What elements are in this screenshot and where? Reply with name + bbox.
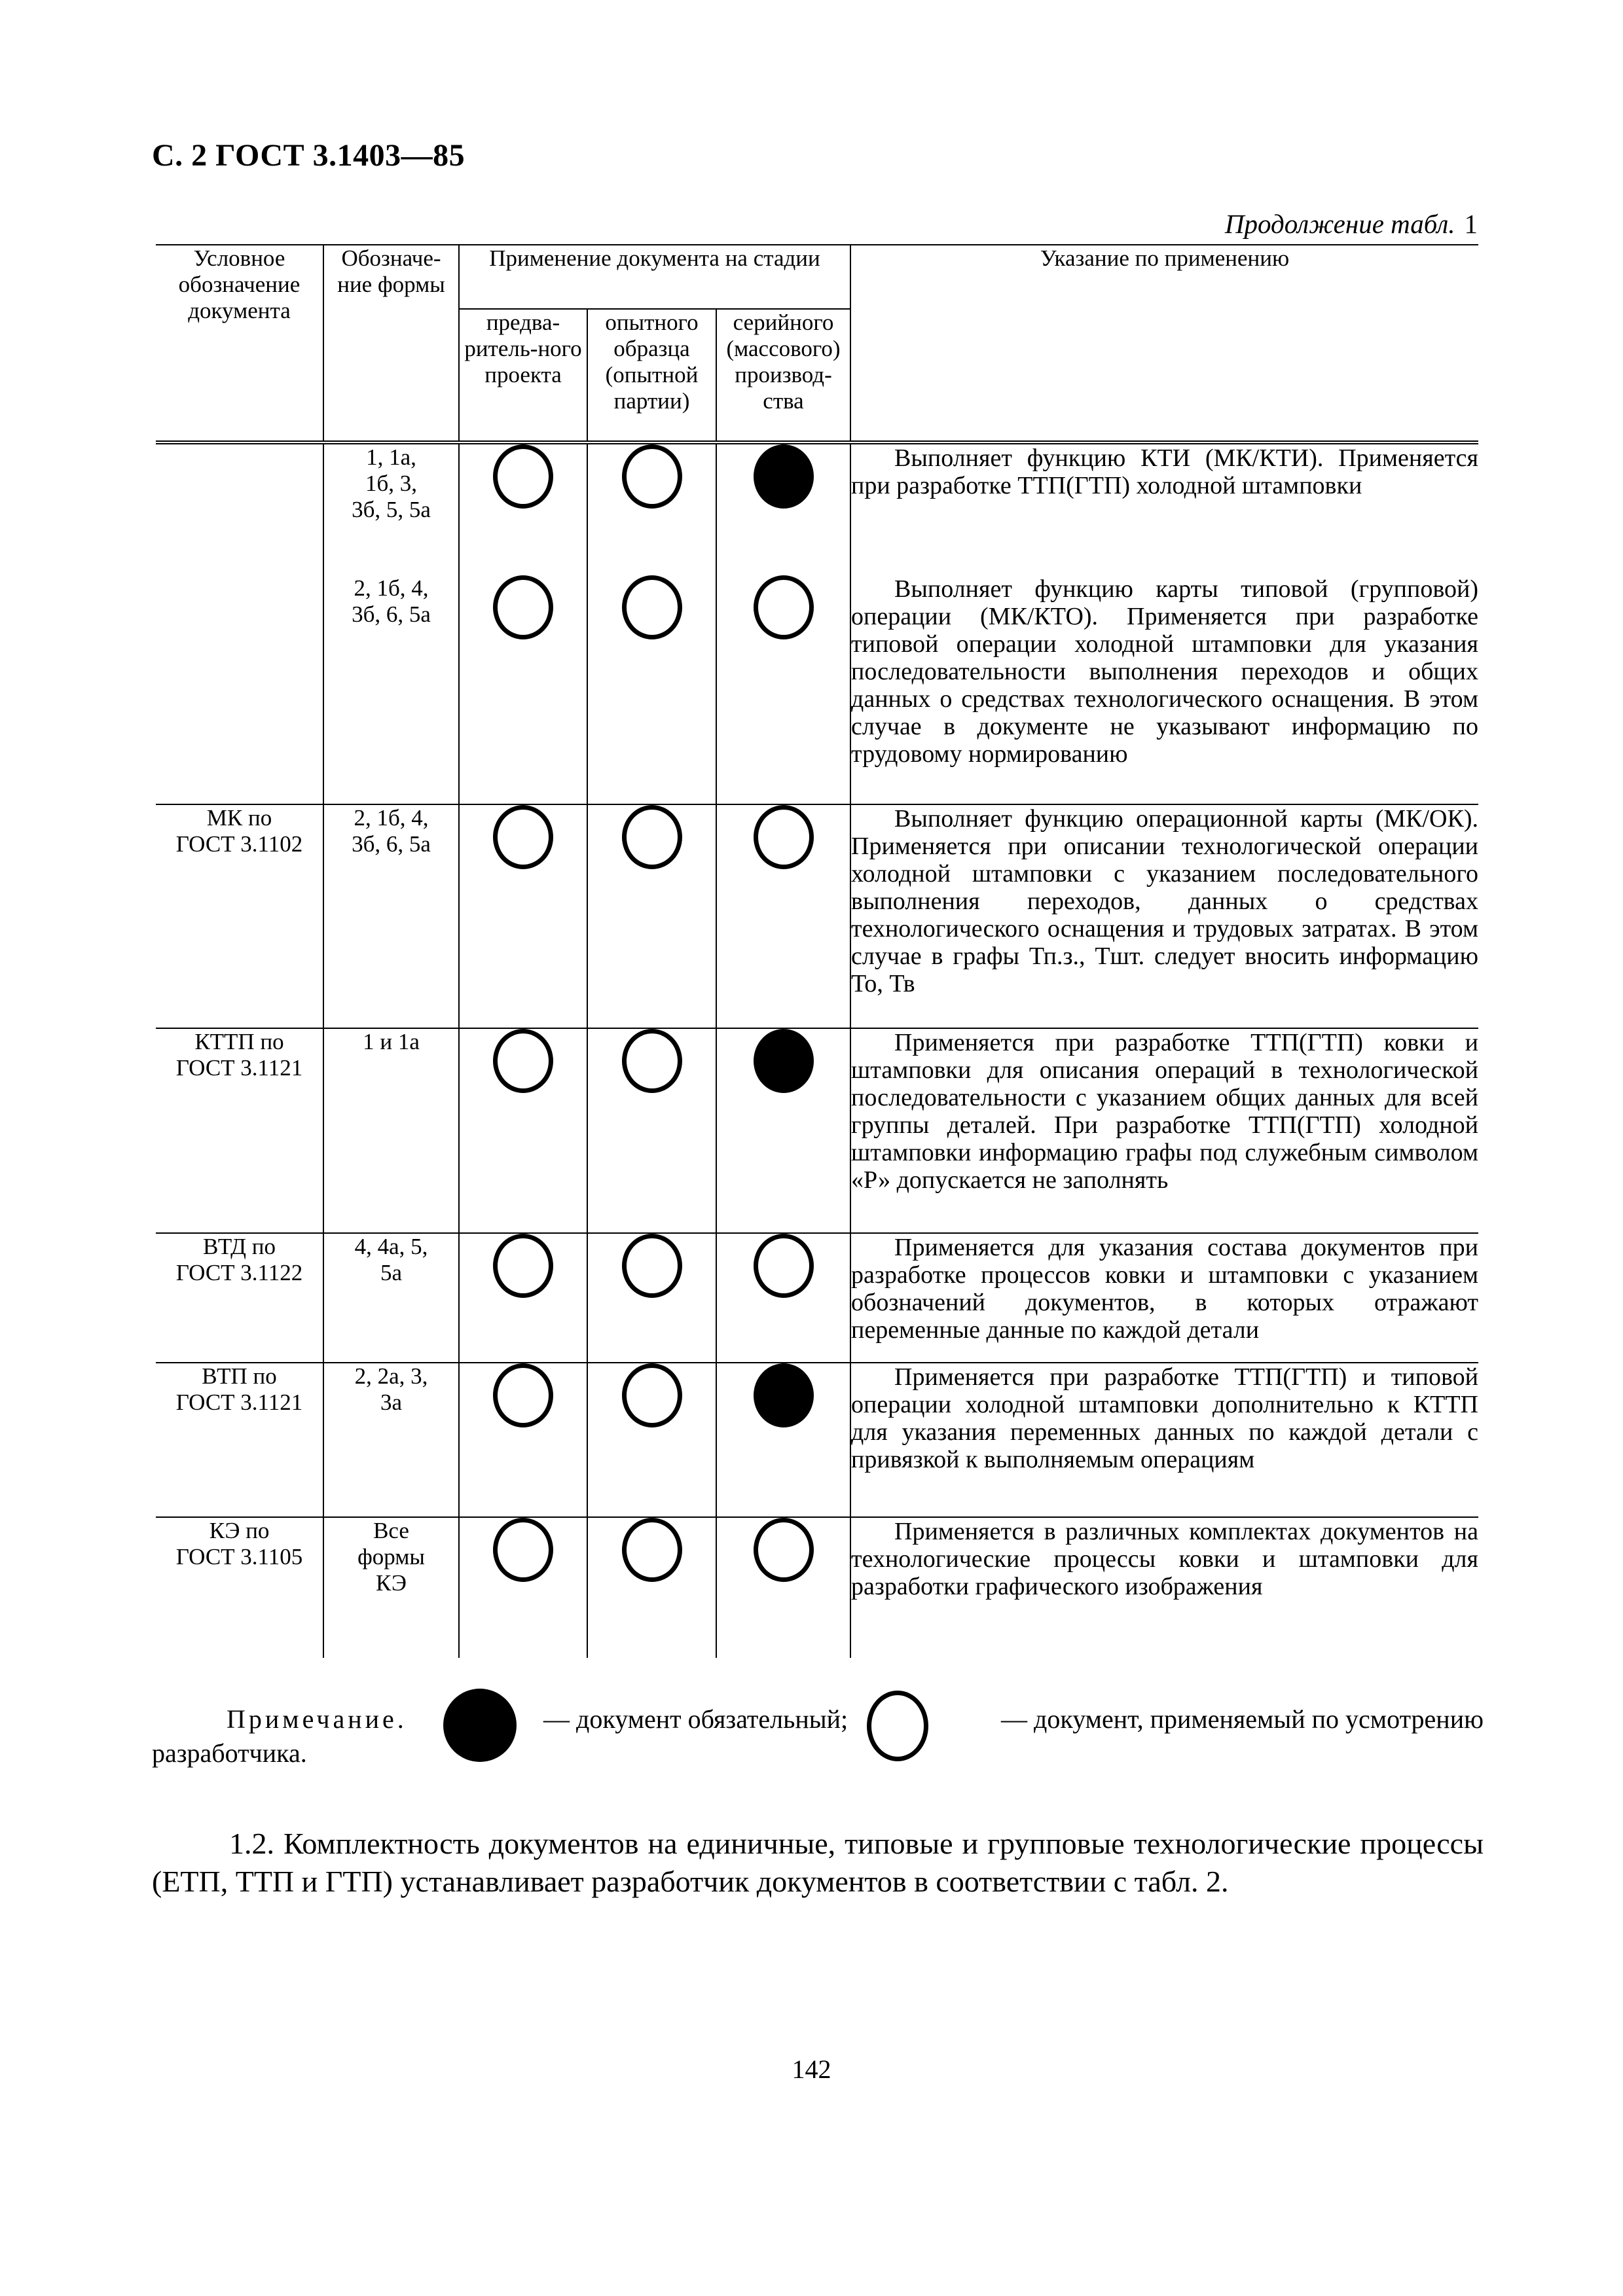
- optional-circle-icon: [622, 805, 682, 869]
- optional-legend-icon: [867, 1691, 928, 1761]
- form-line: 4, 4а, 5,: [354, 1234, 428, 1259]
- form-line: 3б, 5, 5а: [352, 497, 431, 522]
- cell-stage: [587, 1363, 716, 1517]
- cell-stage: [716, 1233, 850, 1363]
- optional-circle-icon: [493, 444, 553, 509]
- optional-circle-icon: [622, 1234, 682, 1298]
- cell-stage: [459, 804, 587, 1028]
- header-stage-group: Применение документа на стадии: [459, 245, 850, 309]
- mandatory-circle-icon: [754, 1363, 814, 1427]
- form-line: 2, 1б, 4,: [354, 805, 429, 831]
- optional-circle-icon: [493, 1029, 553, 1093]
- doc-line: ГОСТ 3.1122: [175, 1260, 303, 1285]
- form-line: 1, 1а,: [366, 444, 416, 470]
- cell-stage: [459, 1517, 587, 1658]
- table-row: [156, 1028, 1478, 1233]
- header-note: Указание по применению: [850, 245, 1478, 442]
- cell-form: [323, 804, 459, 1028]
- cell-form: [323, 1517, 459, 1658]
- doc-line: ВТД по: [203, 1234, 276, 1259]
- doc-line: МК по: [206, 805, 272, 831]
- optional-circle-icon: [754, 1518, 814, 1582]
- form-line: 2, 2а, 3,: [354, 1363, 428, 1389]
- cell-form: [323, 575, 459, 804]
- cell-stage: [716, 804, 850, 1028]
- optional-circle-icon: [493, 1518, 553, 1582]
- remark-tail: разработчика.: [152, 1738, 307, 1768]
- doc-line: ВТП по: [202, 1363, 277, 1389]
- optional-circle-icon: [622, 575, 682, 639]
- cell-note: Выполняет функцию карты типовой (групповой) операции (МК/КТО). Применяется при разработке типовой операции холодной штамповки для указания последовательности выполнения переходов и общих данных о средствах технологического оснащения. В этом случае в документе не указывают информацию по трудовому нормированию: [850, 575, 1478, 804]
- mandatory-circle-icon: [754, 1029, 814, 1093]
- cell-form: [323, 1233, 459, 1363]
- optional-circle-icon: [754, 805, 814, 869]
- mandatory-legend-icon: [443, 1689, 517, 1762]
- cell-note: Выполняет функцию КТИ (МК/КТИ). Применяется при разработке ТТП(ГТП) холодной штамповки: [850, 442, 1478, 575]
- remark-mandatory: — документ обязательный;: [543, 1704, 848, 1734]
- optional-circle-icon: [622, 1518, 682, 1582]
- doc-line: КТТП по: [194, 1029, 284, 1054]
- cell-stage: [587, 1517, 716, 1658]
- cell-note: Применяется при разработке ТТП(ГТП) ковки и штамповки для описания операций в технологической последовательности с указанием общих данных для всей группы деталей. При разработке ТТП(ГТП) холодной штамповки информацию графы под служебным символом «Р» допускается не заполнять: [850, 1028, 1478, 1233]
- doc-line: ГОСТ 3.1105: [175, 1544, 303, 1570]
- optional-circle-icon: [493, 805, 553, 869]
- optional-circle-icon: [493, 1234, 553, 1298]
- cell-stage: [459, 1233, 587, 1363]
- cell-stage: [716, 1363, 850, 1517]
- cell-stage: [716, 1517, 850, 1658]
- form-line: 5а: [380, 1260, 403, 1285]
- cell-form: [323, 442, 459, 575]
- form-line: КЭ: [376, 1570, 407, 1596]
- cell-doc: [156, 442, 323, 575]
- document-application-table: [156, 244, 1478, 1658]
- form-line: 2, 1б, 4,: [354, 575, 429, 601]
- form-line: 3а: [380, 1390, 403, 1415]
- cell-stage: [459, 1028, 587, 1233]
- table-row: [156, 1517, 1478, 1658]
- cell-stage: [587, 442, 716, 575]
- header-stage-prototype: опытного образца (опытной партии): [587, 309, 716, 442]
- cell-doc: [156, 1363, 323, 1517]
- form-line: 3б, 6, 5а: [352, 601, 431, 627]
- optional-circle-icon: [493, 575, 553, 639]
- header-stage-serial: серийного (массового) производ-ства: [716, 309, 850, 442]
- optional-circle-icon: [754, 1234, 814, 1298]
- cell-stage: [587, 1233, 716, 1363]
- cell-note: Выполняет функцию операционной карты (МК/ОК). Применяется при описании технологической операции холодной штамповки с указанием последовательного выполнения переходов, данных о средствах технологического оснащения и трудовых затратах. В этом случае в графы Тп.з., Тшт. следует вносить информацию То, Тв: [850, 804, 1478, 1028]
- form-line: 1б, 3,: [365, 471, 418, 496]
- cell-doc: [156, 575, 323, 804]
- optional-circle-icon: [622, 444, 682, 509]
- form-line: формы: [357, 1544, 425, 1570]
- cell-stage: [587, 1028, 716, 1233]
- doc-line: КЭ по: [209, 1518, 270, 1543]
- cell-stage: [459, 442, 587, 575]
- cell-doc: [156, 1517, 323, 1658]
- table-row: [156, 442, 1478, 575]
- mandatory-circle-icon: [754, 444, 814, 509]
- form-line: 1 и 1а: [363, 1029, 420, 1054]
- remark-optional: — документ, применяемый по усмотрению: [1000, 1704, 1484, 1734]
- table-row: [156, 804, 1478, 1028]
- header-doc: Условное обозначение документа: [156, 245, 323, 442]
- page-header: С. 2 ГОСТ 3.1403—85: [152, 138, 465, 173]
- optional-circle-icon: [622, 1029, 682, 1093]
- form-line: Все: [373, 1518, 409, 1543]
- optional-circle-icon: [493, 1363, 553, 1427]
- page-number: 142: [792, 2054, 831, 2084]
- form-line: 3б, 6, 5а: [352, 831, 431, 857]
- cell-stage: [716, 1028, 850, 1233]
- table-row: [156, 1363, 1478, 1517]
- cell-form: [323, 1028, 459, 1233]
- cell-stage: [459, 1363, 587, 1517]
- cell-stage: [587, 575, 716, 804]
- doc-line: ГОСТ 3.1121: [175, 1055, 303, 1081]
- cell-stage: [716, 575, 850, 804]
- cell-note: Применяется для указания состава документов при разработке процессов ковки и штамповки с указанием обозначений документов, в которых отражают переменные данные по каждой детали: [850, 1233, 1478, 1363]
- cell-stage: [459, 575, 587, 804]
- header-form: Обозначе-ние формы: [323, 245, 459, 442]
- optional-circle-icon: [754, 575, 814, 639]
- optional-circle-icon: [622, 1363, 682, 1427]
- cell-stage: [716, 442, 850, 575]
- doc-line: ГОСТ 3.1102: [175, 831, 303, 857]
- cell-doc: [156, 804, 323, 1028]
- cell-doc: [156, 1233, 323, 1363]
- paragraph-1-2: 1.2. Комплектность документов на единичные, типовые и групповые технологические процессы (ЕТП, ТТП и ГТП) устанавливает разработчик документов в соответствии с табл. 2.: [152, 1827, 1484, 1898]
- table-row: [156, 575, 1478, 804]
- cell-note: Применяется в различных комплектах документов на технологические процессы ковки и штамповки для разработки графического изображения: [850, 1517, 1478, 1658]
- doc-line: ГОСТ 3.1121: [175, 1390, 303, 1415]
- continuation-label: Продолжение табл.: [1224, 209, 1455, 239]
- table-number: 1: [1464, 209, 1478, 239]
- remark-label: Примечание.: [227, 1704, 407, 1734]
- cell-note: Применяется при разработке ТТП(ГТП) и типовой операции холодной штамповки дополнительно к КТТП для указания переменных данных по каждой детали с привязкой к выполняемым операциям: [850, 1363, 1478, 1517]
- cell-form: [323, 1363, 459, 1517]
- cell-doc: [156, 1028, 323, 1233]
- cell-stage: [587, 804, 716, 1028]
- table-row: [156, 1233, 1478, 1363]
- header-stage-preliminary: предва-ритель-ного проекта: [459, 309, 587, 442]
- table-continuation: [1225, 208, 1478, 240]
